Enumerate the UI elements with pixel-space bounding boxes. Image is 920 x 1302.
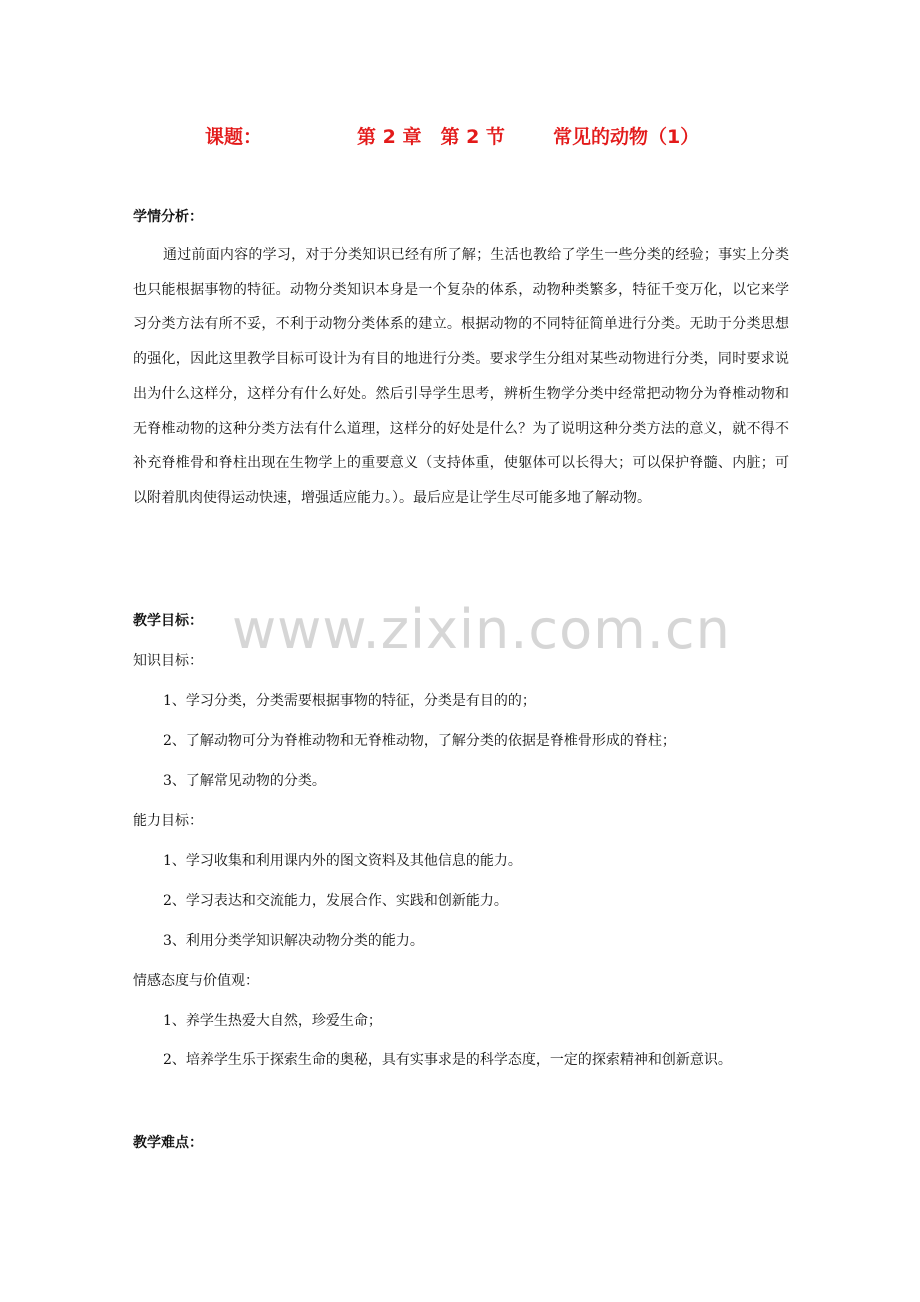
knowledge-goal-item: 2、了解动物可分为脊椎动物和无脊椎动物，了解分类的依据是脊椎骨形成的脊柱；	[163, 733, 676, 749]
knowledge-goal-item: 1、学习分类，分类需要根据事物的特征，分类是有目的的；	[163, 693, 536, 709]
teaching-difficulty-heading: 教学难点：	[133, 1135, 203, 1151]
teaching-goals-heading: 教学目标：	[133, 613, 203, 629]
learning-analysis-paragraph: 通过前面内容的学习，对于分类知识已经有所了解；生活也教给了学生一些分类的经验；事实上分类也只能根据事物的特征。动物分类知识本身是一个复杂的体系，动物种类繁多，特征千变万化，以它来学习分类方法有所不妥，不利于动物分类体系的建立。根据动物的不同特征简单进行分类。无助于分类思想的强化，因此这里教学目标可设计为有目的地进行分类。要求学生分组对某些动物进行分类，同时要求说出为什么这样分，这样分有什么好处。然后引导学生思考，辨析生物学分类中经常把动物分为脊椎动物和无脊椎动物的这种分类方法有什么道理，这样分的好处是什么？为了说明这种分类方法的意义，就不得不补充脊椎骨和脊柱出现在生物学上的重要意义（支持体重，使躯体可以长得大；可以保护脊髓、内脏；可以附着肌肉使得运动快速，增强适应能力。）。最后应是让学生尽可能多地了解动物。	[133, 247, 789, 506]
watermark: www.zixin.com.cn	[232, 598, 731, 661]
attitude-goal-item: 2、培养学生乐于探索生命的奥秘，具有实事求是的科学态度，一定的探索精神和创新意识。	[163, 1052, 732, 1068]
attitude-goal-item: 1、养学生热爱大自然，珍爱生命；	[163, 1013, 382, 1029]
ability-goal-item: 2、学习表达和交流能力，发展合作、实践和创新能力。	[163, 893, 508, 909]
knowledge-goal-item: 3、了解常见动物的分类。	[163, 773, 326, 789]
attitude-goals-label: 情感态度与价值观：	[133, 973, 259, 989]
learning-analysis-heading: 学情分析：	[133, 209, 203, 225]
ability-goals-label: 能力目标：	[133, 813, 203, 829]
title-lesson-name: 常见的动物（1）	[553, 126, 700, 148]
lesson-title	[0, 122, 920, 152]
title-label: 课题：	[205, 126, 263, 148]
ability-goal-item: 1、学习收集和利用课内外的图文资料及其他信息的能力。	[163, 853, 522, 869]
ability-goal-item: 3、利用分类学知识解决动物分类的能力。	[163, 933, 424, 949]
knowledge-goals-label: 知识目标：	[133, 653, 203, 669]
title-chapter: 第 2 章 第 2 节	[357, 126, 505, 148]
